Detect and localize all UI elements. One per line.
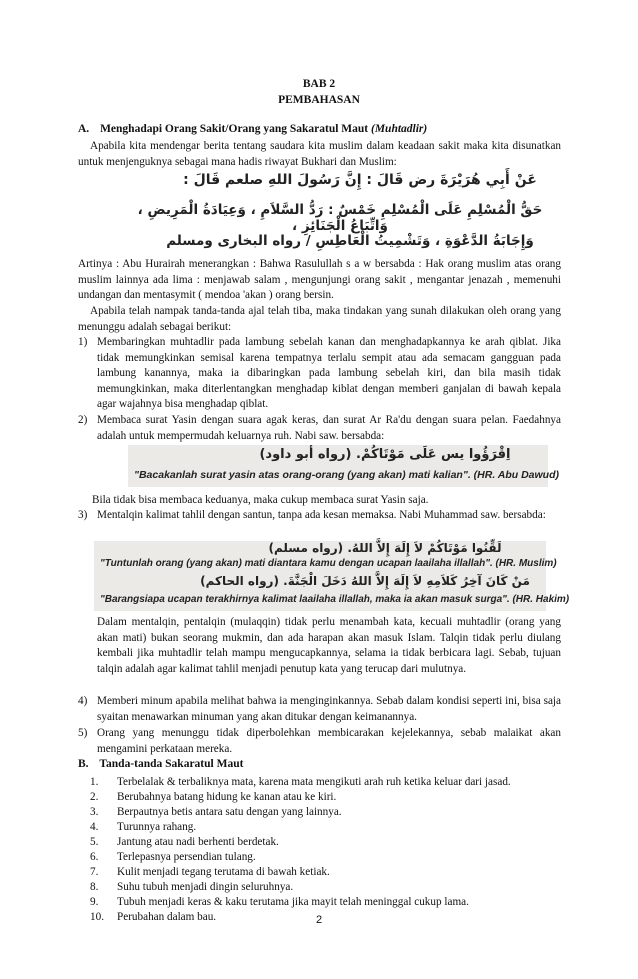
item-5-number: 5) (78, 727, 88, 739)
list-item (90, 880, 560, 895)
item-4-text: Memberi minum apabila melihat bahwa ia menginginkannya. Sebab dalam kondisi seperti ini, bisa saja syaitan menawarkan minuman yang akan ditukar dengan keimanannya. (97, 695, 561, 723)
list-item-number: 1. (90, 776, 99, 788)
talqin-arabic-2: مَنْ كَانَ آخِرُ كَلاَمِهِ لاَ إِلَهَ إِلاَّ اللهُ دَخَلَ الْجَنَّةَ. (رواه الحاكم) (200, 574, 530, 588)
list-item-number: 3. (90, 806, 99, 818)
yasin-arabic: اِقْرَؤُوا يس عَلَى مَوْتَاكُمْ. (رواه أبو داود) (259, 447, 511, 462)
list-item-number: 5. (90, 836, 99, 848)
list-item (90, 895, 560, 910)
hadith-arabic-line-1: عَنْ أَبِي هُرَيْرَةَ رض قَالَ : إِنَّ رَسُولَ اللهِ صلعم قَالَ : (183, 172, 537, 188)
item-2-number: 2) (78, 414, 88, 426)
item-3-text: Mentalqin kalimat tahlil dengan santun, tanpa ada kesan memaksa. Nabi Muhammad saw. bersabda: (97, 509, 546, 521)
list-item (90, 790, 560, 805)
list-item (90, 805, 560, 820)
list-item-text: Tubuh menjadi keras & kaku terutama jika mayit telah meninggal cukup lama. (117, 896, 469, 908)
page-number: 2 (315, 914, 323, 926)
list-item (90, 850, 560, 865)
talqin-caption-1: "Tuntunlah orang (yang akan) mati diantara kamu dengan ucapan laailaha illallah". (HR. Muslim) (100, 558, 557, 569)
list-item-number: 10. (90, 911, 104, 923)
dalam-paragraph: Dalam mentalqin, pentalqin (mulaqqin) tidak perlu menambah kata, kecuali muhtadlir (orang yang akan mati) bukan seorang mukmin, dan ada harapan akan masuk Islam. Talqin tidak perlu diulang kembali jika muhtadlir telah mampu mengucapkannya, selama ia tidak berbicara lagi. Sebab, tujuan talqin adalah agar kalimat tahlil menjadi penutup kata yang terucap dari mulutnya. (97, 616, 561, 675)
chapter-title: PEMBAHASAN (278, 94, 360, 106)
item-1-number: 1) (78, 336, 88, 348)
hadith-arabic-line-3: وَإِجَابَةُ الدَّعْوَةِ ، وَتَشْمِيتُ الْعَاطِسِ / رواه البخارى ومسلم (166, 233, 534, 249)
list-item (90, 835, 560, 850)
list-item (90, 820, 560, 835)
talqin-arabic-1: لَقِّنُوا مَوْتَاكُمْ لاَ إِلَهَ إِلاَّ اللهُ. (رواه مسلم) (268, 541, 502, 555)
list-item-number: 2. (90, 791, 99, 803)
item-4-number: 4) (78, 695, 88, 707)
list-item-text: Berubahnya batang hidung ke kanan atau ke kiri. (117, 791, 337, 803)
section-a-title: Menghadapi Orang Sakit/Orang yang Sakaratul Maut (100, 123, 369, 135)
list-item (90, 775, 560, 790)
list-item-text: Terlepasnya persendian tulang. (117, 851, 256, 863)
talqin-caption-2: "Barangsiapa ucapan terakhirnya kalimat laailaha illallah, maka ia akan masuk surga". (HR. Hakim) (100, 594, 570, 605)
yasin-caption: "Bacakanlah surat yasin atas orang-orang (yang akan) mati kalian". (HR. Abu Dawud) (134, 469, 560, 481)
list-item-number: 7. (90, 866, 99, 878)
apabila-paragraph: Apabila telah nampak tanda-tanda ajal telah tiba, maka tindakan yang sunah dilakukan oleh orang yang menunggu adalah sebagai berikut: (78, 305, 561, 333)
list-item-number: 6. (90, 851, 99, 863)
list-item-text: Turunnya rahang. (117, 821, 197, 833)
list-item-number: 9. (90, 896, 99, 908)
hadith-arabic-line-2: حَقُّ الْمُسْلِمِ عَلَى الْمُسْلِمِ خَمْسٌ : رَدُّ السَّلاَمِ ، وَعِيَادَةُ الْمَرِيضِ ، وَاتِّبَاعُ الْجَنَائِزِ ، (137, 202, 543, 234)
item-3-number: 3) (78, 509, 88, 521)
section-b-label: B. (78, 758, 89, 770)
item-1-text: Membaringkan muhtadlir pada lambung sebelah kanan dan menghadapkannya ke arah qiblat. Jika tidak memungkinkan semisal karena tempatnya terlalu sempit atau ada semacam gangguan pada lambung kanannya, maka ia dibaringkan pada lambung sebelah kiri, dan bila masih tidak memungkinkan, maka diterlentangkan menghadap kiblat dengan memberi ganjalan di bawah kepala agar wajahnya bisa menghadap qiblat. (97, 336, 561, 410)
artinya-paragraph: Artinya : Abu Hurairah menerangkan : Bahwa Rasulullah s a w bersabda : Hak orang muslim atas orang muslim lainnya ada lima : menjawab salam , mengunjungi orang sakit , mengantar jenazah , memenuhi undangan dan mentasymit ( mendoa 'akan ) orang bersin. (78, 258, 561, 301)
signs-list (90, 775, 560, 925)
list-item-text: Suhu tubuh menjadi dingin seluruhnya. (117, 881, 294, 893)
intro-paragraph: Apabila kita mendengar berita tentang saudara kita muslim dalam keadaan sakit maka kita disunatkan untuk menjenguknya sebagai mana hadis riwayat Bukhari dan Muslim: (78, 140, 561, 168)
section-a-heading (78, 123, 427, 135)
item-5-text: Orang yang menunggu tidak diperbolehkan membicarakan kejelekannya, sebab malaikat akan mengamini perkataan mereka. (97, 727, 561, 755)
list-item (90, 865, 560, 880)
chapter-number: BAB 2 (302, 78, 336, 90)
bila-paragraph: Bila tidak bisa membaca keduanya, maka cukup membaca surat Yasin saja. (92, 494, 429, 506)
item-2-text: Membaca surat Yasin dengan suara agak keras, dan surat Ar Ra'du dengan suara pelan. Faedahnya adalah untuk mempermudah keluarnya ruh. Nabi saw. bersabda: (97, 414, 561, 442)
list-item-number: 8. (90, 881, 99, 893)
list-item-text: Perubahan dalam bau. (117, 911, 217, 923)
section-a-title-italic: (Muhtadlir) (371, 123, 428, 135)
list-item-number: 4. (90, 821, 99, 833)
section-a-label: A. (78, 123, 90, 135)
list-item-text: Kulit menjadi tegang terutama di bawah ketiak. (117, 866, 330, 878)
list-item-text: Terbelalak & terbaliknya mata, karena mata mengikuti arah ruh ketika keluar dari jasad. (117, 776, 511, 788)
section-b-title: Tanda-tanda Sakaratul Maut (99, 758, 244, 770)
list-item-text: Berpautnya betis antara satu dengan yang lainnya. (117, 806, 342, 818)
list-item-text: Jantung atau nadi berhenti berdetak. (117, 836, 279, 848)
section-b-heading (78, 758, 243, 770)
